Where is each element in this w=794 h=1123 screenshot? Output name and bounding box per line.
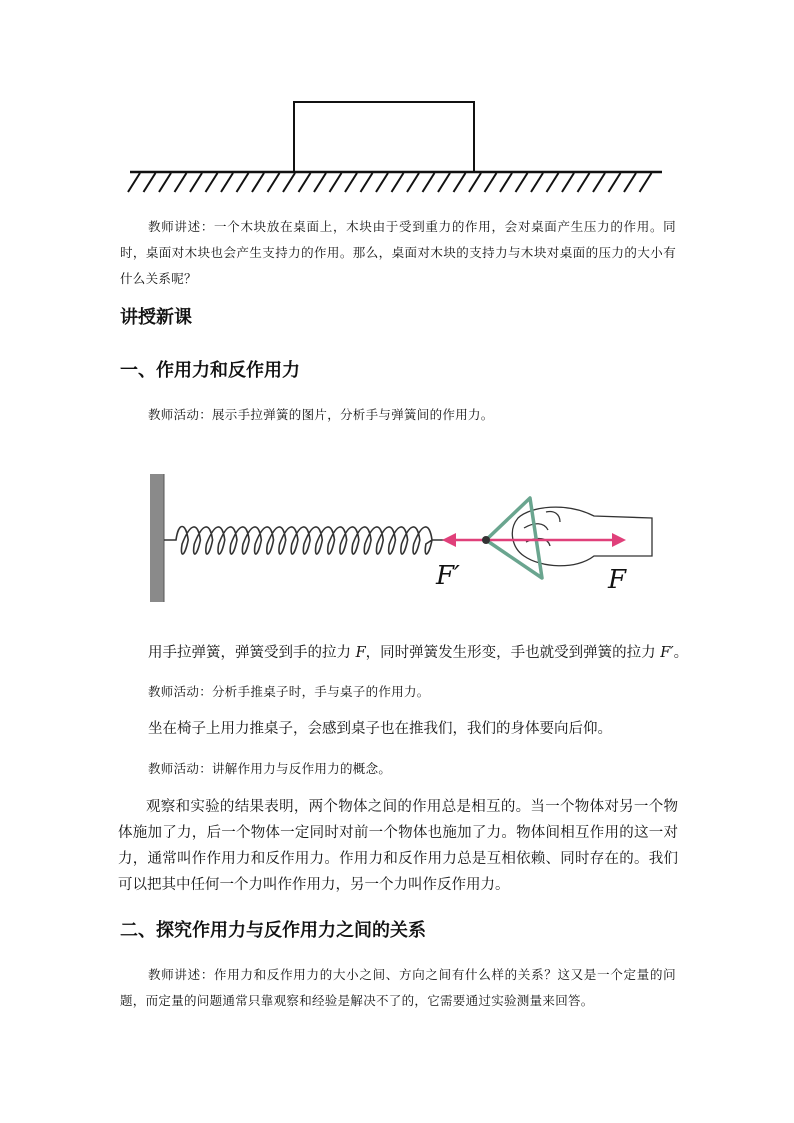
hatch-line [407, 173, 419, 192]
concept-paragraph: 观察和实验的结果表明，两个物体之间的作用总是相互的。当一个物体对另一个物体施加了力，后一个物体一定同时对前一个物体也施加了力。物体间相互作用的这一对力，通常叫作作用力和反作用力。作用力和反作用力总是互相依赖、同时存在的。我们可以把其中任何一个力叫作作用力，另一个力叫作反作用力。 [118, 799, 678, 893]
hatch-line [624, 173, 636, 192]
spring-description-text-2: ，同时弹簧发生形变，手也就受到弹簧的拉力 [365, 645, 661, 661]
hatch-line [392, 173, 404, 192]
table-hatching [128, 173, 652, 192]
hatch-line [376, 173, 388, 192]
hatch-line [159, 173, 171, 192]
hatch-line [237, 173, 249, 192]
section-title-one: 一、作用力和反作用力 [120, 360, 300, 381]
hatch-line [144, 173, 156, 192]
hatch-line [221, 173, 233, 192]
hatch-line [283, 173, 295, 192]
arrow-head-left [442, 533, 456, 547]
hatch-line [640, 173, 652, 192]
hatch-line [345, 173, 357, 192]
teacher-activity-2: 教师活动：分析手推桌子时，手与桌子的作用力。 [148, 684, 430, 699]
hatch-line [190, 173, 202, 192]
hatch-line [438, 173, 450, 192]
hatch-line [361, 173, 373, 192]
spring-coil [164, 527, 446, 555]
teacher-activity-3: 教师活动：讲解作用力与反作用力的概念。 [148, 761, 392, 776]
hatch-line [485, 173, 497, 192]
hatch-line [314, 173, 326, 192]
section-title-two: 二、探究作用力与反作用力之间的关系 [120, 920, 426, 941]
block-on-table-figure [126, 96, 666, 196]
section-two-paragraph: 教师讲述：作用力和反作用力的大小之间、方向之间有什么样的关系？这又是一个定量的问题，而定量的问题通常只靠观察和经验是解决不了的，它需要通过实验测量来回答。 [120, 967, 676, 1008]
hatch-line [268, 173, 280, 192]
variable-f: F [355, 645, 366, 661]
hand-spring-figure [146, 470, 656, 610]
teacher-activity-1: 教师活动：展示手拉弹簧的图片，分析手与弹簧间的作用力。 [148, 407, 494, 422]
hatch-line [609, 173, 621, 192]
hatch-line [252, 173, 264, 192]
desk-push-description: 坐在椅子上用力推桌子，会感到桌子也在推我们，我们的身体要向后仰。 [148, 721, 612, 737]
variable-f-prime: F′ [660, 645, 674, 661]
hatch-line [206, 173, 218, 192]
spring-description-text-1: 用手拉弹簧，弹簧受到手的拉力 [148, 645, 356, 661]
force-label-f-prime: F′ [436, 561, 460, 591]
hatch-line [128, 173, 140, 192]
force-label-f: F [608, 565, 627, 595]
spring-hook [482, 536, 490, 544]
hatch-line [578, 173, 590, 192]
section-title-main: 讲授新课 [120, 307, 192, 328]
intro-paragraph: 教师讲述：一个木块放在桌面上，木块由于受到重力的作用，会对桌面产生压力的作用。同时，桌面对木块也会产生支持力的作用。那么，桌面对木块的支持力与木块对桌面的压力的大小有什么关系呢？ [120, 219, 676, 286]
hatch-line [299, 173, 311, 192]
hatch-line [516, 173, 528, 192]
spring-description [148, 640, 688, 666]
hatch-line [330, 173, 342, 192]
spring-description-text-3: 。 [673, 645, 689, 661]
wall [150, 474, 164, 602]
hatch-line [500, 173, 512, 192]
hatch-line [423, 173, 435, 192]
wooden-block [294, 102, 474, 172]
hatch-line [531, 173, 543, 192]
hatch-line [547, 173, 559, 192]
hatch-line [454, 173, 466, 192]
hatch-line [562, 173, 574, 192]
hatch-line [175, 173, 187, 192]
hatch-line [593, 173, 605, 192]
hatch-line [469, 173, 481, 192]
